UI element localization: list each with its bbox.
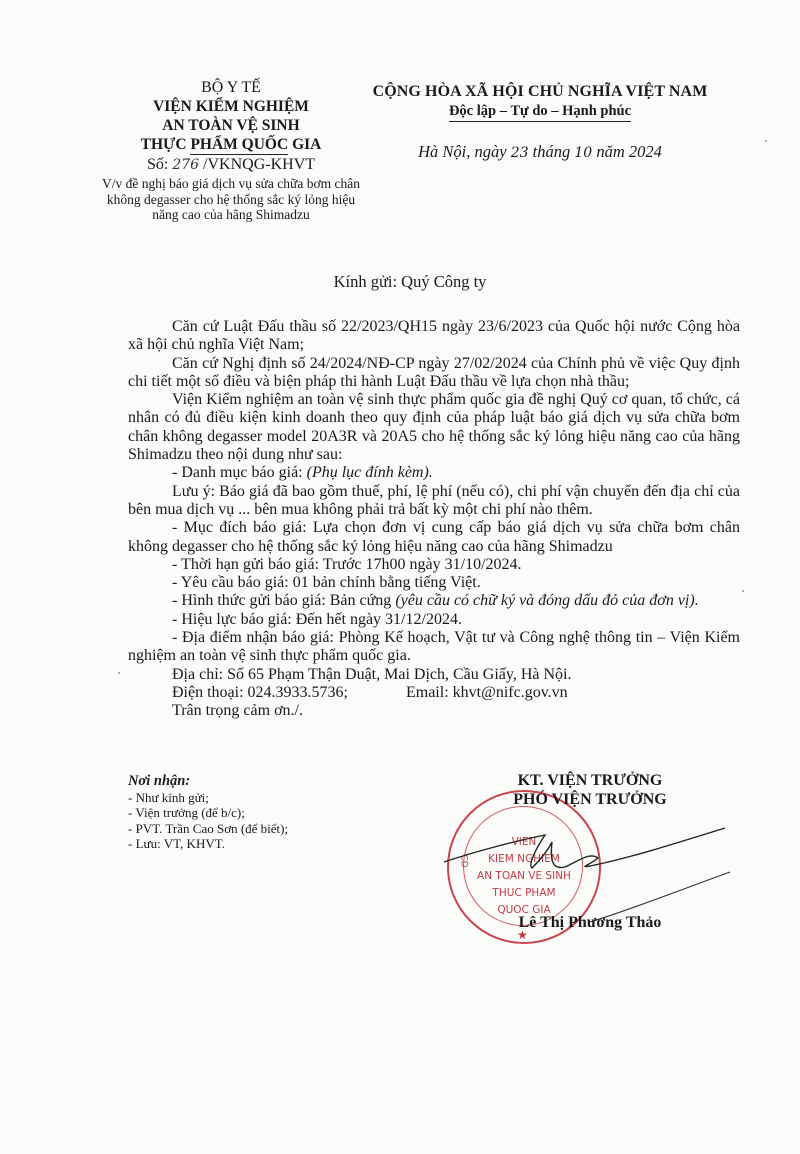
star-icon: ★ — [517, 928, 528, 942]
recipients-block — [128, 774, 408, 852]
handwritten-signature-icon — [440, 820, 740, 930]
document-subject: V/v đề nghị báo giá dịch vụ sửa chữa bơm chân không degasser cho hệ thống sắc ký lỏng hiệu năng cao của hãng Shimadzu — [102, 176, 360, 222]
institute-name-line1: VIỆN KIỂM NGHIỆM — [153, 98, 309, 115]
contact-line — [128, 684, 740, 702]
issuing-agency-block — [100, 78, 362, 223]
date-year: năm 2024 — [592, 142, 662, 161]
item-format — [128, 592, 740, 610]
item-catalog — [128, 464, 740, 482]
item-location: - Địa điểm nhận báo giá: Phòng Kế hoạch, Vật tư và Công nghệ thông tin – Viện Kiểm nghiệm an toàn vệ sinh thực phẩm quốc gia. — [128, 629, 740, 665]
ref-suffix: /VKNQG-KHVT — [199, 156, 316, 173]
document-number — [100, 155, 362, 175]
scan-speck — [118, 672, 120, 674]
signer-role-line1: KT. VIỆN TRƯỞNG — [517, 772, 663, 789]
ministry-name: BỘ Y TẾ — [201, 79, 261, 96]
letter-body — [128, 318, 740, 721]
email[interactable]: Email: khvt@nifc.gov.vn — [405, 683, 568, 701]
date-month-label: tháng — [528, 142, 575, 161]
document-date — [355, 142, 725, 162]
stamp-line: QUOC GIA — [497, 904, 551, 916]
recipient-item: - Lưu: VT, KHVT. — [128, 836, 225, 851]
stamp-line: AN TOAN VE SINH — [477, 870, 571, 882]
signer-name: Lê Thị Phương Thảo — [518, 914, 662, 931]
item-catalog-value: (Phụ lục đính kèm). — [306, 464, 433, 482]
recipient-item: - Như kính gửi; — [128, 789, 209, 805]
institute-name-line3 — [100, 135, 362, 154]
date-day-handwritten: 23 — [510, 145, 529, 161]
request-paragraph: Viện Kiểm nghiệm an toàn vệ sinh thực phẩm quốc gia đề nghị Quý cơ quan, tổ chức, cá nhân có đủ điều kiện kinh doanh theo quy định của pháp luật báo giá dịch vụ sửa chữa bơm chân không degasser model 20A3R và 20A5 cho hệ thống sắc ký lỏng hiệu năng cao của hãng Shimadzu theo nội dung như sau: — [128, 391, 740, 464]
institute-name-line2: AN TOÀN VỆ SINH — [162, 117, 300, 134]
item-validity: - Hiệu lực báo giá: Đến hết ngày 31/12/2024. — [172, 610, 462, 628]
institute-line3-underlined: PHẨM QUỐC — [190, 136, 289, 153]
recipient-item: - PVT. Trần Cao Sơn (để biết); — [128, 820, 289, 836]
legal-basis-1: Căn cứ Luật Đấu thầu số 22/2023/QH15 ngày 23/6/2023 của Quốc hội nước Cộng hòa xã hội chủ nghĩa Việt Nam; — [128, 318, 740, 354]
country-name: CỘNG HÒA XÃ HỘI CHỦ NGHĨA VIỆT NAM — [372, 83, 708, 100]
item-catalog-label: - Danh mục báo giá: — [172, 464, 307, 482]
ref-number-handwritten: 276 — [172, 157, 200, 173]
salutation: Kính gửi: Quý Công ty — [333, 272, 487, 291]
date-month-handwritten: 10 — [574, 145, 593, 161]
closing: Trân trọng cảm ơn./. — [172, 702, 303, 720]
signer-role-line2: PHÓ VIỆN TRƯỞNG — [513, 791, 667, 808]
item-format-value: (yêu cầu có chữ ký và đóng dấu đỏ của đơn vị). — [395, 592, 699, 610]
legal-basis-2: Căn cứ Nghị định số 24/2024/NĐ-CP ngày 27/02/2024 của Chính phủ về việc Quy định chi tiết một số điều và biện pháp thi hành Luật Đấu thầu về lựa chọn nhà thầu; — [128, 354, 740, 390]
scan-speck — [742, 590, 744, 592]
item-format-label: - Hình thức gửi báo giá: Bản cứng — [172, 592, 396, 610]
stamp-line: VIEN — [511, 836, 537, 848]
institute-line3-part-c: GIA — [288, 136, 322, 153]
phone: Điện thoại: 024.3933.5736; — [172, 683, 348, 701]
item-requirement: - Yêu cầu báo giá: 01 bản chính bằng tiếng Việt. — [172, 574, 481, 592]
stamp-line: KIEM NGHIEM — [488, 853, 560, 865]
date-prefix: Hà Nội, ngày — [418, 142, 511, 161]
stamp-line: THUC PHAM — [492, 887, 556, 899]
national-header-block — [355, 83, 725, 162]
national-motto: Độc lập – Tự do – Hạnh phúc — [449, 103, 631, 122]
address: Địa chỉ: Số 65 Phạm Thận Duật, Mai Dịch, Cầu Giấy, Hà Nội. — [172, 665, 572, 683]
item-purpose: - Mục đích báo giá: Lựa chọn đơn vị cung cấp báo giá dịch vụ sửa chữa bơm chân không degasser cho hệ thống sắc ký lỏng hiệu năng cao của hãng Shimadzu — [128, 519, 740, 555]
ref-prefix: Số: — [146, 156, 173, 173]
institute-line3-part-a: THỰC — [140, 136, 191, 153]
recipient-item: - Viện trưởng (để b/c); — [128, 805, 245, 820]
scan-speck — [765, 140, 767, 142]
item-deadline: - Thời hạn gửi báo giá: Trước 17h00 ngày 31/10/2024. — [172, 555, 522, 573]
note: Lưu ý: Báo giá đã bao gồm thuế, phí, lệ phí (nếu có), chi phí vận chuyển đến địa chỉ của bên mua dịch vụ ... bên mua không phải trả bất kỳ một chi phí nào thêm. — [128, 482, 740, 518]
stamp-side-text: CD — [458, 854, 469, 868]
recipients-title: Nơi nhận: — [128, 773, 191, 789]
